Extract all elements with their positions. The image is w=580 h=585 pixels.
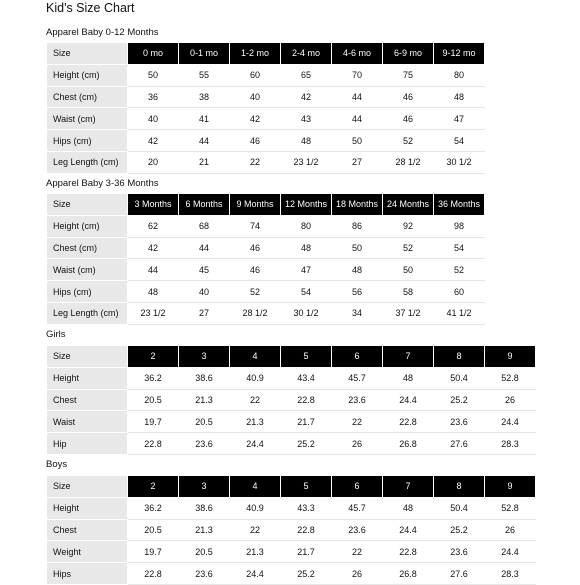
- row-label: Chest (cm): [47, 237, 128, 259]
- table-cell: 22.8: [383, 411, 434, 433]
- size-column-header: 5: [281, 346, 332, 368]
- table-cell: 50.4: [434, 497, 485, 519]
- table-row: [47, 108, 485, 130]
- table-cell: 75: [383, 64, 434, 86]
- table-cell: 52: [230, 281, 281, 303]
- row-label: Height: [47, 497, 128, 519]
- table-cell: 25.2: [434, 389, 485, 411]
- table-cell: 27: [332, 151, 383, 173]
- table-cell: 24.4: [485, 541, 536, 563]
- table-row: [47, 151, 485, 173]
- table-cell: 50.4: [434, 367, 485, 389]
- size-column-header: 4: [230, 346, 281, 368]
- table-cell: 22.8: [128, 563, 179, 585]
- row-label: Leg Length (cm): [47, 302, 128, 324]
- size-table-boys: [46, 475, 536, 585]
- size-column-header: 9: [485, 346, 536, 368]
- table-cell: 48: [281, 130, 332, 152]
- table-cell: 45.7: [332, 497, 383, 519]
- table-cell: 30 1/2: [434, 151, 485, 173]
- row-label: Waist (cm): [47, 259, 128, 281]
- table-cell: 22.8: [281, 389, 332, 411]
- table-row: [47, 130, 485, 152]
- row-label: Waist (cm): [47, 108, 128, 130]
- table-cell: 26: [332, 433, 383, 455]
- table-cell: 92: [383, 215, 434, 237]
- table-cell: 21.3: [230, 411, 281, 433]
- size-column-header: 8: [434, 476, 485, 498]
- table-cell: 74: [230, 215, 281, 237]
- table-cell: 22: [332, 541, 383, 563]
- row-label: Chest (cm): [47, 86, 128, 108]
- table-row: [47, 367, 536, 389]
- table-cell: 41: [179, 108, 230, 130]
- table-cell: 48: [281, 237, 332, 259]
- size-column-header: 3 Months: [128, 194, 179, 216]
- table-row: [47, 259, 485, 281]
- table-cell: 52: [383, 130, 434, 152]
- table-cell: 48: [434, 86, 485, 108]
- table-cell: 20: [128, 151, 179, 173]
- table-cell: 23.6: [332, 519, 383, 541]
- table-cell: 46: [383, 108, 434, 130]
- table-cell: 65: [281, 64, 332, 86]
- table-row: [47, 433, 536, 455]
- table-cell: 48: [128, 281, 179, 303]
- size-column-header: 6: [332, 346, 383, 368]
- size-column-header: 9 Months: [230, 194, 281, 216]
- table-cell: 47: [281, 259, 332, 281]
- table-cell: 52.8: [485, 497, 536, 519]
- table-row: [47, 64, 485, 86]
- table-cell: 21.3: [179, 519, 230, 541]
- size-header-row: [47, 194, 485, 216]
- table-row: [47, 519, 536, 541]
- size-column-header: 9-12 mo: [434, 43, 485, 65]
- row-label: Size: [47, 346, 128, 368]
- size-column-header: 24 Months: [383, 194, 434, 216]
- table-row: [47, 237, 485, 259]
- table-cell: 43.4: [281, 367, 332, 389]
- size-column-header: 7: [383, 476, 434, 498]
- table-cell: 23.6: [332, 389, 383, 411]
- table-cell: 27: [179, 302, 230, 324]
- table-cell: 30 1/2: [281, 302, 332, 324]
- table-cell: 28.3: [485, 433, 536, 455]
- table-cell: 19.7: [128, 411, 179, 433]
- table-cell: 55: [179, 64, 230, 86]
- row-label: Size: [47, 476, 128, 498]
- section-title-girls: Girls: [46, 329, 66, 340]
- table-cell: 52.8: [485, 367, 536, 389]
- table-cell: 80: [281, 215, 332, 237]
- table-cell: 52: [383, 237, 434, 259]
- table-cell: 23 1/2: [128, 302, 179, 324]
- table-cell: 38.6: [179, 497, 230, 519]
- table-cell: 23.6: [179, 433, 230, 455]
- table-cell: 24.4: [383, 519, 434, 541]
- row-label: Weight: [47, 541, 128, 563]
- table-cell: 86: [332, 215, 383, 237]
- size-column-header: 3: [179, 346, 230, 368]
- size-column-header: 5: [281, 476, 332, 498]
- row-label: Height (cm): [47, 215, 128, 237]
- size-header-row: [47, 346, 536, 368]
- section-title-baby-3-36: Apparel Baby 3-36 Months: [46, 178, 159, 189]
- table-cell: 21.7: [281, 541, 332, 563]
- row-label: Hip: [47, 433, 128, 455]
- row-label: Waist: [47, 411, 128, 433]
- table-cell: 45.7: [332, 367, 383, 389]
- table-cell: 40: [230, 86, 281, 108]
- table-cell: 50: [332, 130, 383, 152]
- size-column-header: 18 Months: [332, 194, 383, 216]
- size-column-header: 6-9 mo: [383, 43, 434, 65]
- table-row: [47, 215, 485, 237]
- table-cell: 21.7: [281, 411, 332, 433]
- table-cell: 23.6: [179, 563, 230, 585]
- table-cell: 22: [230, 389, 281, 411]
- table-cell: 46: [383, 86, 434, 108]
- table-cell: 41 1/2: [434, 302, 485, 324]
- table-cell: 22.8: [281, 519, 332, 541]
- table-cell: 38: [179, 86, 230, 108]
- table-cell: 20.5: [128, 519, 179, 541]
- table-cell: 50: [332, 237, 383, 259]
- table-row: [47, 86, 485, 108]
- table-cell: 27.6: [434, 563, 485, 585]
- table-cell: 58: [383, 281, 434, 303]
- table-cell: 80: [434, 64, 485, 86]
- row-label: Hips (cm): [47, 130, 128, 152]
- table-cell: 54: [281, 281, 332, 303]
- table-cell: 23 1/2: [281, 151, 332, 173]
- table-cell: 28.3: [485, 563, 536, 585]
- table-cell: 60: [434, 281, 485, 303]
- table-cell: 48: [383, 367, 434, 389]
- table-cell: 46: [230, 259, 281, 281]
- table-cell: 42: [281, 86, 332, 108]
- table-cell: 44: [332, 86, 383, 108]
- table-cell: 43: [281, 108, 332, 130]
- table-cell: 36.2: [128, 497, 179, 519]
- table-cell: 28 1/2: [383, 151, 434, 173]
- table-cell: 20.5: [179, 541, 230, 563]
- size-column-header: 6 Months: [179, 194, 230, 216]
- table-cell: 34: [332, 302, 383, 324]
- table-cell: 54: [434, 237, 485, 259]
- table-cell: 44: [332, 108, 383, 130]
- size-table-baby-3-36: [46, 193, 485, 325]
- table-cell: 47: [434, 108, 485, 130]
- size-column-header: 6: [332, 476, 383, 498]
- table-row: [47, 389, 536, 411]
- size-column-header: 9: [485, 476, 536, 498]
- table-row: [47, 497, 536, 519]
- table-cell: 70: [332, 64, 383, 86]
- row-label: Size: [47, 194, 128, 216]
- table-cell: 24.4: [230, 433, 281, 455]
- table-cell: 22: [230, 519, 281, 541]
- row-label: Height: [47, 367, 128, 389]
- table-cell: 46: [230, 237, 281, 259]
- table-cell: 25.2: [281, 563, 332, 585]
- size-table-baby-0-12: [46, 42, 485, 174]
- table-row: [47, 302, 485, 324]
- table-row: [47, 563, 536, 585]
- table-cell: 45: [179, 259, 230, 281]
- row-label: Hips: [47, 563, 128, 585]
- table-cell: 24.4: [230, 563, 281, 585]
- table-cell: 21.3: [230, 541, 281, 563]
- size-header-row: [47, 43, 485, 65]
- row-label: Height (cm): [47, 64, 128, 86]
- row-label: Chest: [47, 519, 128, 541]
- table-cell: 42: [230, 108, 281, 130]
- section-title-boys: Boys: [46, 459, 68, 470]
- table-cell: 26.8: [383, 563, 434, 585]
- row-label: Leg Length (cm): [47, 151, 128, 173]
- table-cell: 98: [434, 215, 485, 237]
- table-cell: 44: [128, 259, 179, 281]
- size-table-girls: [46, 345, 536, 455]
- table-cell: 26: [485, 389, 536, 411]
- table-cell: 25.2: [434, 519, 485, 541]
- table-cell: 40.9: [230, 367, 281, 389]
- table-cell: 48: [332, 259, 383, 281]
- table-row: [47, 541, 536, 563]
- table-cell: 52: [434, 259, 485, 281]
- table-cell: 28 1/2: [230, 302, 281, 324]
- table-cell: 44: [179, 237, 230, 259]
- size-column-header: 0 mo: [128, 43, 179, 65]
- table-cell: 50: [383, 259, 434, 281]
- table-cell: 62: [128, 215, 179, 237]
- size-column-header: 8: [434, 346, 485, 368]
- size-column-header: 2: [128, 476, 179, 498]
- table-cell: 25.2: [281, 433, 332, 455]
- table-cell: 54: [434, 130, 485, 152]
- table-cell: 48: [383, 497, 434, 519]
- table-cell: 42: [128, 237, 179, 259]
- table-cell: 27.6: [434, 433, 485, 455]
- size-column-header: 4-6 mo: [332, 43, 383, 65]
- row-label: Size: [47, 43, 128, 65]
- section-title-baby-0-12: Apparel Baby 0-12 Months: [46, 27, 159, 38]
- size-header-row: [47, 476, 536, 498]
- table-cell: 36: [128, 86, 179, 108]
- table-cell: 56: [332, 281, 383, 303]
- table-cell: 60: [230, 64, 281, 86]
- table-cell: 19.7: [128, 541, 179, 563]
- table-cell: 26: [485, 519, 536, 541]
- table-cell: 40: [179, 281, 230, 303]
- table-cell: 20.5: [179, 411, 230, 433]
- table-cell: 26.8: [383, 433, 434, 455]
- table-cell: 42: [128, 130, 179, 152]
- table-cell: 38.6: [179, 367, 230, 389]
- table-cell: 26: [332, 563, 383, 585]
- table-cell: 46: [230, 130, 281, 152]
- size-column-header: 3: [179, 476, 230, 498]
- table-cell: 23.6: [434, 541, 485, 563]
- size-column-header: 36 Months: [434, 194, 485, 216]
- table-cell: 21: [179, 151, 230, 173]
- table-cell: 36.2: [128, 367, 179, 389]
- size-column-header: 0-1 mo: [179, 43, 230, 65]
- table-cell: 21.3: [179, 389, 230, 411]
- size-column-header: 2: [128, 346, 179, 368]
- table-cell: 40: [128, 108, 179, 130]
- table-cell: 22: [230, 151, 281, 173]
- table-cell: 50: [128, 64, 179, 86]
- size-column-header: 12 Months: [281, 194, 332, 216]
- table-cell: 22.8: [128, 433, 179, 455]
- table-cell: 24.4: [485, 411, 536, 433]
- size-column-header: 7: [383, 346, 434, 368]
- size-column-header: 4: [230, 476, 281, 498]
- size-column-header: 1-2 mo: [230, 43, 281, 65]
- row-label: Chest: [47, 389, 128, 411]
- table-cell: 22.8: [383, 541, 434, 563]
- table-cell: 44: [179, 130, 230, 152]
- table-cell: 23.6: [434, 411, 485, 433]
- table-cell: 20.5: [128, 389, 179, 411]
- table-cell: 40.9: [230, 497, 281, 519]
- table-cell: 22: [332, 411, 383, 433]
- table-cell: 68: [179, 215, 230, 237]
- table-cell: 43.3: [281, 497, 332, 519]
- table-row: [47, 411, 536, 433]
- row-label: Hips (cm): [47, 281, 128, 303]
- table-row: [47, 281, 485, 303]
- table-cell: 24.4: [383, 389, 434, 411]
- page-title: Kid's Size Chart: [46, 1, 135, 15]
- table-cell: 37 1/2: [383, 302, 434, 324]
- size-column-header: 2-4 mo: [281, 43, 332, 65]
